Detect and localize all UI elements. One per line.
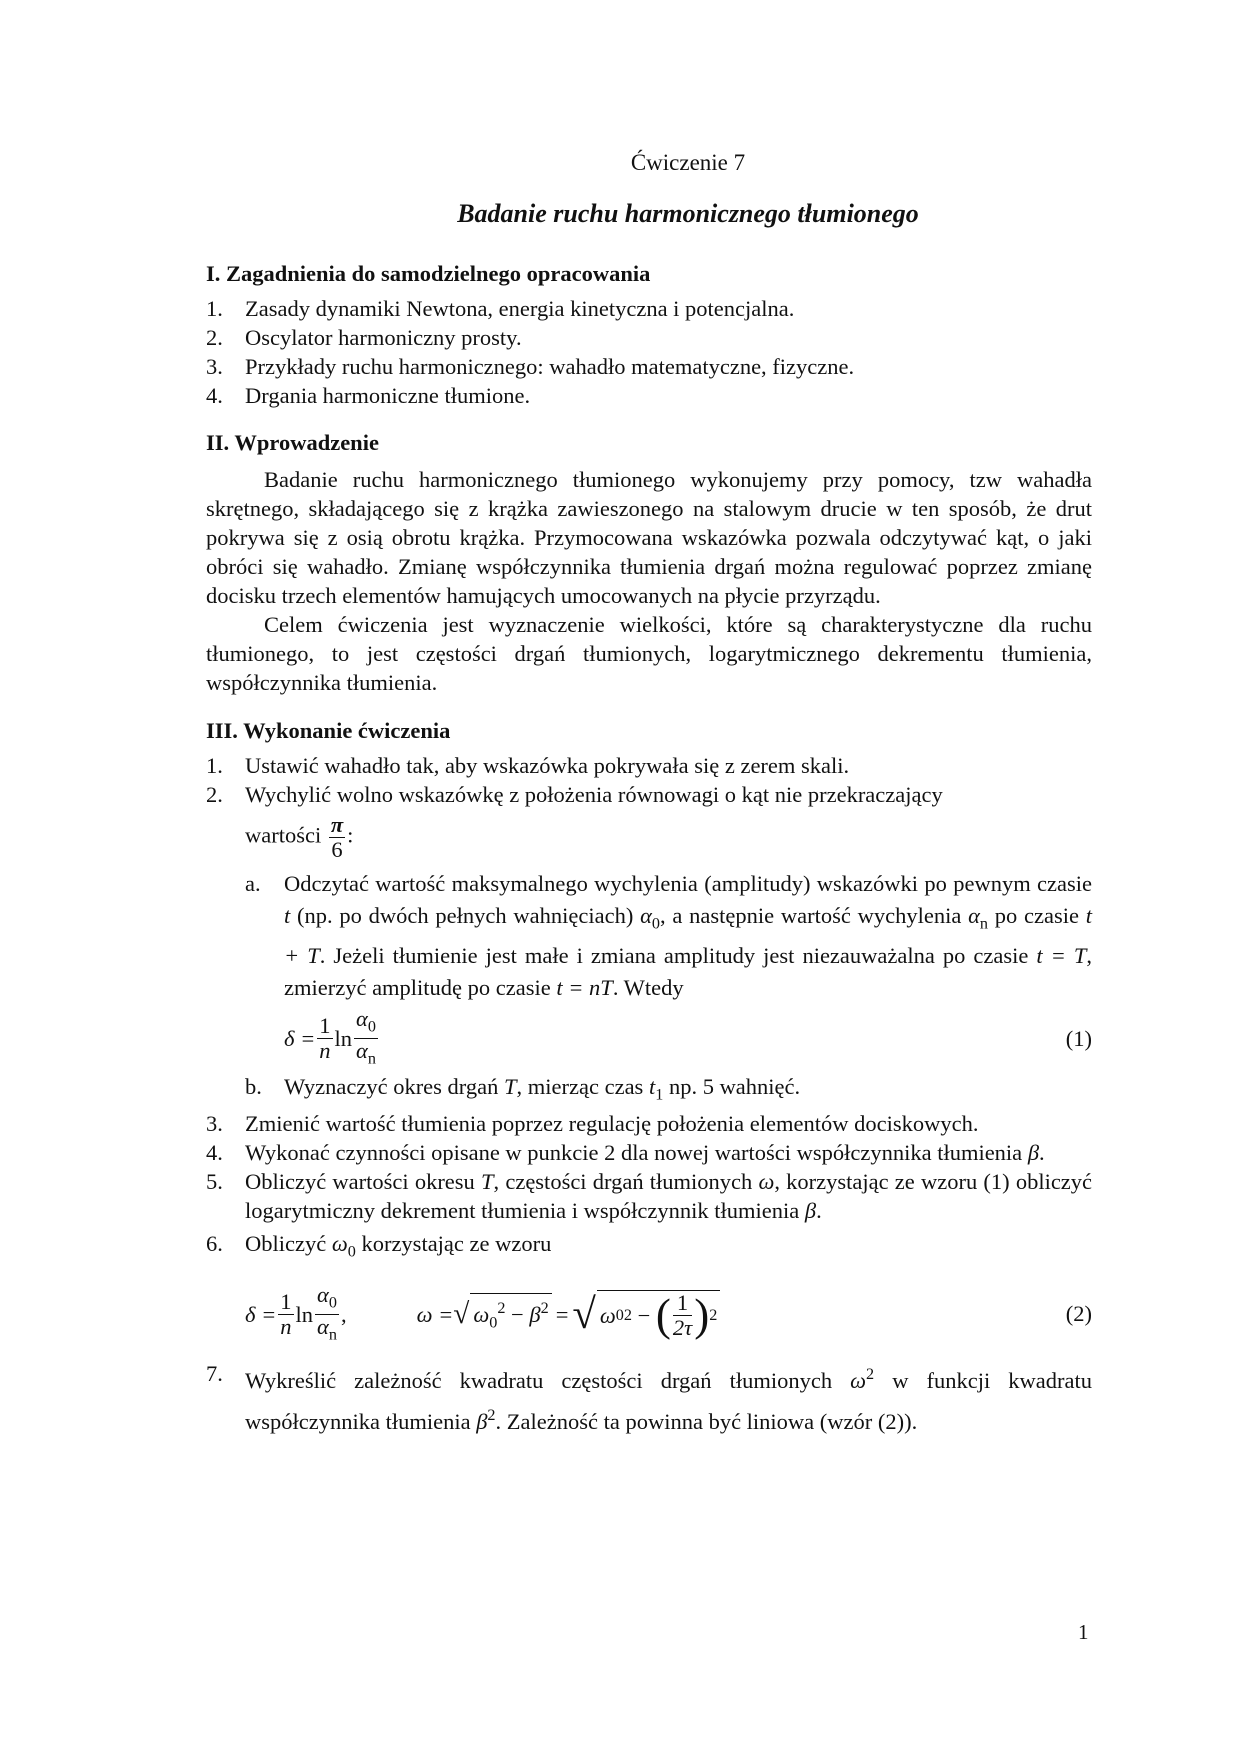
colon: : <box>347 822 354 848</box>
t1-symbol <box>648 1073 664 1104</box>
subitem-text: po czasie <box>994 903 1079 928</box>
subscript: n <box>979 914 988 933</box>
procedure-step-3 <box>206 1109 1092 1138</box>
fraction-denominator <box>315 1315 339 1347</box>
alpha-zero-symbol <box>640 903 661 933</box>
time-variable: t <box>284 903 291 928</box>
omega-symbol: ω <box>758 1169 775 1195</box>
procedure-list <box>206 751 1092 1439</box>
subscript: 0 <box>367 1017 376 1036</box>
fraction-numerator: π <box>330 812 344 837</box>
alpha-symbol: α <box>640 903 652 928</box>
item-text: Ustawić wahadło tak, aby wskazówka pokrywała się z zerem skali. <box>245 753 850 778</box>
subscript: 0 <box>328 1293 337 1312</box>
alpha-symbol: α <box>317 1281 329 1307</box>
subscript: 0 <box>651 914 661 933</box>
fraction-numerator: 1 <box>280 1289 292 1315</box>
one-over-two-tau-fraction <box>673 1291 692 1340</box>
item-number: 2. <box>206 325 223 350</box>
one-over-n-fraction <box>278 1290 293 1339</box>
fraction-denominator <box>354 1039 378 1071</box>
formula-2 <box>245 1277 1092 1353</box>
alpha-symbol: α <box>356 1005 368 1031</box>
item-number: 2. <box>206 782 223 807</box>
delta-equals: δ = <box>284 1026 316 1052</box>
log-decrement-formula <box>284 1005 380 1068</box>
subscript: 0 <box>347 1242 356 1261</box>
procedure-step-4 <box>206 1138 1092 1167</box>
alpha-ratio-fraction <box>315 1283 339 1347</box>
fraction-numerator: 1 <box>319 1013 331 1039</box>
sqrt-symbol: √ <box>572 1291 596 1339</box>
one-over-n-fraction <box>317 1014 332 1063</box>
alpha-ratio-fraction <box>354 1007 378 1071</box>
alpha-symbol: α <box>968 903 980 928</box>
item-number: 1. <box>206 753 223 778</box>
beta-symbol: β <box>804 1198 817 1224</box>
section-heading-procedure: III. Wykonanie ćwiczenia <box>206 718 451 743</box>
t-equals-T-expression: t = T <box>1036 942 1087 968</box>
beta-squared-symbol <box>476 1405 496 1434</box>
item-number: 7. <box>206 1360 223 1386</box>
item-text: Zmienić wartość tłumienia poprzez regulację położenia elementów dociskowych. <box>245 1111 979 1137</box>
procedure-step-2 <box>206 780 1092 862</box>
item-text: Wykreślić zależność kwadratu częstości drgań tłumionych <box>245 1367 833 1393</box>
damped-frequency-formula <box>245 1277 720 1353</box>
subscript: 0 <box>615 1305 624 1324</box>
item-text: Drgania harmoniczne tłumione. <box>245 383 531 408</box>
procedure-step-2a <box>245 868 1092 1004</box>
subitem-text: , mierząc czas <box>516 1073 644 1099</box>
subitem-text: , zmierzyć amplitudę po czasie <box>284 942 1093 1000</box>
right-paren: ) <box>694 1289 710 1340</box>
comma: , <box>340 1302 347 1328</box>
omega-equals: ω = <box>416 1302 454 1328</box>
item-text: korzystając ze wzoru <box>361 1231 552 1257</box>
omega-zero-symbol <box>331 1231 356 1261</box>
procedure-step-2b <box>245 1072 1092 1110</box>
procedure-step-7 <box>206 1357 1092 1439</box>
period-variable: T <box>481 1169 494 1195</box>
omega-symbol: ω <box>473 1301 490 1327</box>
item-text: , korzystając ze wzoru (1) obliczyć logarytmiczny dekrement tłumienia i współczynnik tłumienia <box>245 1169 1093 1224</box>
subitem-text: Odczytać wartość maksymalnego wychylenia (amplitudy) wskazówki po pewnym czasie <box>284 871 1092 896</box>
item-text: Obliczyć wartości okresu <box>245 1169 475 1195</box>
item-text: Obliczyć <box>245 1231 327 1257</box>
subitem-text: Wyznaczyć okres drgań <box>284 1073 499 1099</box>
subitem-label: a. <box>245 871 261 896</box>
alpha-symbol: α <box>356 1038 368 1064</box>
list-item <box>206 352 1092 381</box>
intro-paragraph-2: Celem ćwiczenia jest wyznaczenie wielkości, które są charakterystyczne dla ruchu tłumionego, to jest częstości drgań tłumionych, logarytmicznego dekrementu tłumienia, współczynnika tłumienia. <box>206 612 1092 695</box>
equals-sign: = <box>555 1302 569 1328</box>
intro-paragraph-1: Badanie ruchu harmonicznego tłumionego wykonujemy przy pomocy, tzw wahadła skrętnego, składającego się z krążka zawieszonego na stalowym drucie w ten sposób, że drut pokrywa się z osią obrotu krążka. Przymocowana wskazówka pozwala odczytywać kąt, o jaki obróci się wahadło. Zmianę współczynnika tłumienia drgań można regulować poprzez zmianę docisku trzech elementów hamujących umocowanych na płycie przyrządu. <box>206 467 1092 608</box>
left-paren: ( <box>655 1289 671 1340</box>
subscript: 1 <box>655 1085 664 1104</box>
beta-symbol: β <box>476 1408 488 1434</box>
item-text: . Zależność ta powinna być liniowa (wzór (2)). <box>495 1408 918 1434</box>
item-number: 5. <box>206 1169 223 1195</box>
subitem-text: (np. po dwóch pełnych wahnięciach) <box>297 903 634 928</box>
ln-operator: ln <box>334 1026 353 1052</box>
angle-limit-line <box>245 813 1092 862</box>
omega-symbol: ω <box>599 1302 616 1328</box>
item-text: Oscylator harmoniczny prosty. <box>245 325 522 350</box>
subscript: n <box>328 1326 337 1345</box>
delta-equals: δ = <box>245 1302 277 1328</box>
superscript: 2 <box>497 1298 506 1317</box>
superscript: 2 <box>487 1405 496 1424</box>
superscript: 2 <box>709 1305 718 1324</box>
radicand-2 <box>597 1290 720 1340</box>
pi-over-six-fraction <box>329 813 345 862</box>
topics-list <box>206 294 1092 410</box>
subitem-text: , a następnie wartość wychylenia <box>660 903 962 928</box>
time-variable: t <box>648 1073 656 1099</box>
item-text: Zasady dynamiki Newtona, energia kinetyczna i potencjalna. <box>245 296 795 321</box>
period-variable: T <box>504 1073 517 1099</box>
fraction-numerator <box>354 1007 378 1040</box>
subitem-text: . Jeżeli tłumienie jest małe i zmiana amplitudy jest niezauważalna po czasie <box>319 942 1029 968</box>
item-number: 6. <box>206 1231 223 1257</box>
radicand-1 <box>470 1293 551 1338</box>
item-text: Przykłady ruchu harmonicznego: wahadło matematyczne, fizyczne. <box>245 354 855 379</box>
item-text: , częstości drgań tłumionych <box>493 1169 753 1195</box>
minus-sign: − <box>511 1301 524 1327</box>
item-number: 3. <box>206 1111 223 1137</box>
subitem-label: b. <box>245 1073 262 1099</box>
formula-1 <box>284 1005 1092 1068</box>
equation-label-2: (2) <box>1065 1300 1092 1326</box>
section-heading-introduction: II. Wprowadzenie <box>206 430 379 455</box>
beta-symbol: β <box>529 1301 541 1327</box>
exercise-number: Ćwiczenie 7 <box>630 150 746 175</box>
alpha-n-symbol <box>968 903 988 933</box>
sqrt-symbol: √ <box>453 1298 470 1331</box>
fraction-denominator: 2τ <box>672 1314 693 1340</box>
fraction-denominator: n <box>319 1038 331 1064</box>
list-item <box>206 323 1092 352</box>
item-number: 4. <box>206 1140 223 1166</box>
fraction-numerator <box>315 1283 339 1316</box>
item-text: w funkcji kwadratu współczynnika tłumienia <box>245 1367 1092 1434</box>
superscript: 2 <box>866 1364 875 1383</box>
omega-symbol: ω <box>331 1231 348 1257</box>
omega-squared-symbol <box>850 1364 875 1393</box>
document-title: Badanie ruchu harmonicznego tłumionego <box>457 199 919 228</box>
list-item <box>206 294 1092 323</box>
list-item <box>206 381 1092 410</box>
period-mark: . <box>1039 1140 1045 1166</box>
page-number: 1 <box>1078 1620 1089 1644</box>
procedure-step-6 <box>206 1229 1092 1267</box>
fraction-denominator: 6 <box>331 837 343 862</box>
procedure-step-5 <box>206 1167 1092 1225</box>
ln-operator: ln <box>295 1302 314 1328</box>
item-number: 1. <box>206 296 223 321</box>
period-mark: . <box>816 1198 822 1224</box>
omega-symbol: ω <box>850 1367 867 1393</box>
equation-label-1: (1) <box>1065 1025 1092 1051</box>
superscript: 2 <box>623 1305 632 1324</box>
section-heading-topics: I. Zagadnienia do samodzielnego opracowania <box>206 261 651 286</box>
procedure-step-1 <box>206 751 1092 780</box>
alpha-symbol: α <box>317 1314 329 1340</box>
subitem-text: . Wtedy <box>612 974 684 1000</box>
subscript: n <box>367 1049 376 1068</box>
t-equals-nT-expression: t = nT <box>556 974 613 1000</box>
item-text: Wychylić wolno wskazówkę z położenia równowagi o kąt nie przekraczający <box>245 782 943 807</box>
item-number: 3. <box>206 354 223 379</box>
item-number: 4. <box>206 383 223 408</box>
angle-limit-label: wartości <box>245 822 322 848</box>
page-content <box>206 136 1092 1439</box>
t-plus-T-expression: t + T <box>284 903 1093 968</box>
subitem-text: np. 5 wahnięć. <box>668 1073 801 1099</box>
item-text: Wykonać czynności opisane w punkcie 2 dla nowej wartości współczynnika tłumienia <box>245 1140 1023 1166</box>
beta-symbol: β <box>1027 1140 1040 1166</box>
superscript: 2 <box>540 1298 549 1317</box>
fraction-numerator: 1 <box>673 1291 692 1316</box>
fraction-denominator: n <box>280 1314 292 1340</box>
subscript: 0 <box>489 1313 498 1332</box>
minus-sign: − <box>637 1302 651 1328</box>
